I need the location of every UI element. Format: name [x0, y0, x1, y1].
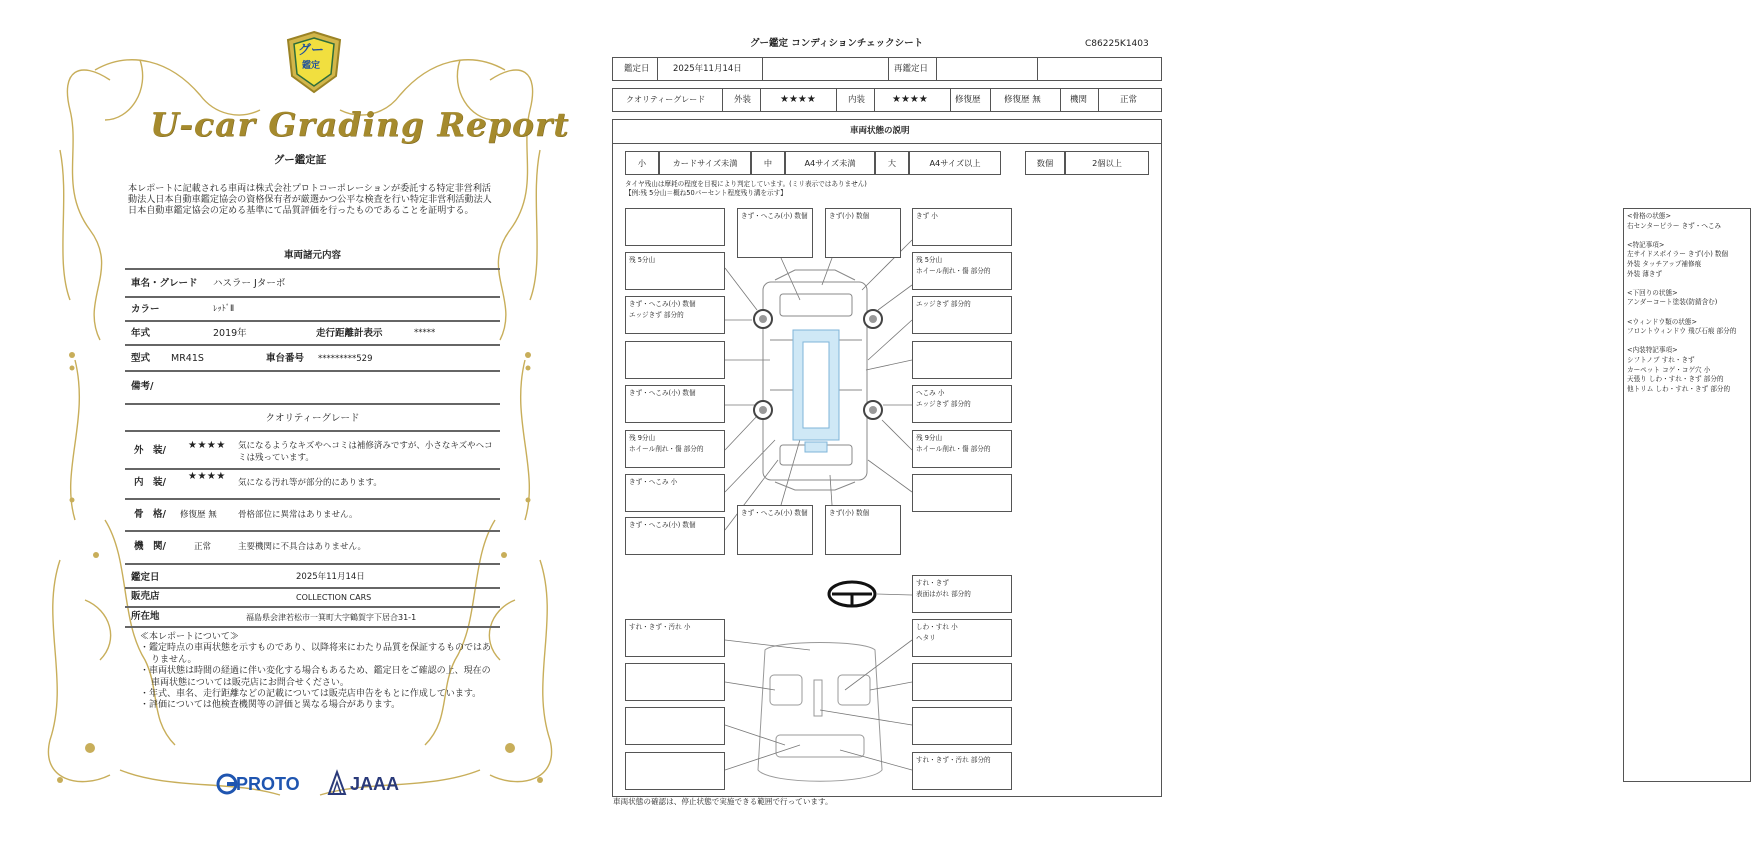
- interior-box: [625, 663, 725, 701]
- condition-check-sheet: [600, 0, 1737, 848]
- frame-value: 修復歴 無: [180, 510, 217, 520]
- sheet-title: グー鑑定 コンディションチェックシート: [750, 38, 924, 49]
- interior-label: 内装: [848, 95, 866, 105]
- note-item: ・評価については他検査機関等の評価と異なる場合があります。: [140, 700, 401, 711]
- interior-box: しわ・すれ 小 ヘタリ: [912, 619, 1012, 657]
- appraisal-date-value: 2025年11月14日: [673, 64, 742, 74]
- grading-certificate: [0, 0, 600, 848]
- exterior-description: 気になるようなキズやヘコミは補修済みですが、小さなキズやヘコミは残っています。: [238, 441, 493, 463]
- shop-value: COLLECTION CARS: [296, 593, 372, 602]
- tire-note-1: タイヤ残山は摩耗の程度を目視により判定しています。(ミリ表示ではありません): [625, 180, 867, 188]
- color-label: カラー: [131, 304, 160, 315]
- note-item: ・年式、車名、走行距離などの記載については販売店申告をもとに作成しています。: [140, 689, 482, 700]
- name-value: ハスラー Jターボ: [213, 278, 286, 289]
- notes-title: ≪本レポートについて≫: [140, 632, 239, 642]
- interior-box: [912, 663, 1012, 701]
- repair-value: 修復歴 無: [1004, 95, 1041, 105]
- damage-box: きず 小: [912, 208, 1012, 246]
- exterior-stars: ★★★★: [188, 440, 226, 451]
- engine-value: 正常: [194, 542, 212, 552]
- damage-box: 残 5分山 ホイール削れ・傷 部分的: [912, 252, 1012, 290]
- mileage-value: *****: [414, 328, 436, 338]
- color-value: ﾚｯﾄﾞⅡ: [213, 304, 235, 314]
- divider: [125, 370, 500, 372]
- interior-box: [912, 707, 1012, 745]
- divider: [125, 320, 500, 322]
- divider: [125, 296, 500, 298]
- quality-label: クオリティーグレード: [626, 95, 706, 104]
- mileage-label: 走行距離計表示: [316, 328, 383, 339]
- year-label: 年式: [131, 328, 151, 339]
- proto-logo: PROTO: [236, 774, 300, 794]
- divider: [125, 563, 500, 565]
- frame-description: 骨格部位に異常はありません。: [238, 510, 358, 520]
- damage-box: [625, 341, 725, 379]
- divider: [125, 626, 500, 628]
- sheet-footer: 車両状態の確認は、停止状態で実施できる範囲で行っています。: [613, 797, 833, 806]
- damage-box: きず・へこみ(小) 数個: [737, 505, 813, 555]
- damage-box: [912, 341, 1012, 379]
- logo-kantei-text: 鑑定: [302, 61, 321, 71]
- report-title: U-car Grading Report: [150, 105, 570, 144]
- name-label: 車名・グレード: [131, 278, 198, 289]
- appraisal-date-label: 鑑定日: [624, 64, 650, 74]
- damage-box: きず(小) 数個: [825, 208, 901, 258]
- damage-box: きず・へこみ(小) 数個 エッジきず 部分的: [625, 296, 725, 334]
- divider: [125, 606, 500, 608]
- jaaa-logo: JAAA: [350, 774, 400, 794]
- interior-box: すれ・きず・汚れ 部分的: [912, 752, 1012, 790]
- damage-box: きず・へこみ(小) 数個: [737, 208, 813, 258]
- damage-box: 残 5分山: [625, 252, 725, 290]
- tire-note-2: 【例:残 5分山＝概ね50パーセント程度残り溝を示す】: [625, 189, 787, 197]
- divider: [125, 344, 500, 346]
- interior-box: [625, 752, 725, 790]
- exterior-label: 外装: [734, 95, 752, 105]
- certificate-statement: 本レポートに記載される車両は株式会社プロトコーポレーションが委託する特定非営利活動法人日本自動車鑑定協会の資格保有者が厳選かつ公平な検査を行い特定非営利活動法人日本自動車鑑定協会の定める基準にて品質評価を行ったものであることを証明する。: [128, 184, 492, 217]
- interior-description: 気になる汚れ等が部分的にあります。: [238, 478, 382, 488]
- divider: [125, 587, 500, 589]
- year-value: 2019年: [213, 328, 247, 339]
- interior-label: 内 装/: [134, 477, 166, 488]
- size-mid-desc: A4サイズ未満: [785, 151, 875, 175]
- damage-box: きず・へこみ(小) 数個: [625, 517, 725, 555]
- report-notes: [140, 632, 492, 712]
- certificate-heading: グー鑑定証: [273, 154, 327, 166]
- divider: [125, 403, 500, 405]
- frame-label: 骨 格/: [134, 509, 166, 520]
- model-label: 型式: [131, 353, 151, 364]
- divider: [125, 530, 500, 532]
- appraisal-date-value: 2025年11月14日: [296, 572, 365, 582]
- damage-box: きず・へこみ 小: [625, 474, 725, 512]
- size-small-desc: カードサイズ未満: [659, 151, 751, 175]
- note-item: ・車両状態は時間の経過に伴い変化する場合もあるため、鑑定日をご確認の上、現在の車両状態については販売店にお問合せください。: [140, 666, 491, 688]
- engine-description: 主要機関に不具合はありません。: [238, 542, 367, 552]
- shop-label: 販売店: [131, 591, 160, 602]
- size-small: 小: [625, 151, 659, 175]
- condition-heading: 車両状態の説明: [850, 126, 910, 136]
- reappraisal-label: 再鑑定日: [894, 64, 929, 74]
- address-label: 所在地: [131, 611, 160, 622]
- chassis-label: 車台番号: [266, 353, 305, 364]
- divider: [125, 430, 500, 432]
- sheet-code: C86225K1403: [1085, 39, 1149, 49]
- engine-label: 機関: [1070, 95, 1088, 105]
- remarks-label: 備考/: [131, 381, 154, 392]
- interior-box: [625, 707, 725, 745]
- divider: [125, 268, 500, 270]
- repair-label: 修復歴: [955, 95, 981, 105]
- damage-box: エッジきず 部分的: [912, 296, 1012, 334]
- divider: [125, 468, 500, 470]
- size-large: 大: [875, 151, 909, 175]
- address-value: 福島県会津若松市一箕町大字鶴賀字下居合31-1: [246, 613, 417, 622]
- damage-box: へこみ 小 エッジきず 部分的: [912, 385, 1012, 423]
- model-value: MR41S: [171, 353, 204, 364]
- appraisal-date-label: 鑑定日: [131, 572, 160, 583]
- specs-heading: 車両諸元内容: [283, 250, 341, 261]
- interior-box: すれ・きず・汚れ 小: [625, 619, 725, 657]
- size-mid: 中: [751, 151, 785, 175]
- damage-box: 残 9分山 ホイール削れ・傷 部分的: [912, 430, 1012, 468]
- jaaa-logo-mark: [327, 770, 347, 796]
- divider: [125, 498, 500, 500]
- logo-goo-text: グー: [298, 43, 325, 58]
- damage-box: [625, 208, 725, 246]
- engine-value: 正常: [1120, 95, 1138, 105]
- damage-box: きず(小) 数個: [825, 505, 901, 555]
- exterior-stars: ★★★★: [780, 94, 816, 105]
- size-large-desc: A4サイズ以上: [909, 151, 1001, 175]
- damage-box: きず・へこみ(小) 数個: [625, 385, 725, 423]
- note-item: ・鑑定時点の車両状態を示すものであり、以降将来にわたり品質を保証するものではありません。: [140, 643, 492, 665]
- special-notes-panel: <骨格の状態> 右センターピラー きず・へこみ <特記事項> 左サイドスポイラー きず(小) 数個 外装 タッチアップ補修痕 外装 薄きず <下回りの状態> アンダーコート塗装(防錆含む) <ウィンドウ類の状態> フロントウィンドウ 飛び石痕 部分的 <内装特記事項> シフトノブ すれ・きず カーペット コゲ・コゲ穴 小 天張り しわ・すれ・きず 部分的 他トリム しわ・すれ・きず 部分的: [1623, 208, 1751, 782]
- interior-stars: ★★★★: [892, 94, 928, 105]
- chassis-value: *********529: [318, 354, 373, 364]
- proto-logo-mark: [216, 772, 238, 796]
- interior-stars: ★★★★: [188, 471, 226, 482]
- engine-label: 機 関/: [134, 541, 166, 552]
- exterior-label: 外 装/: [134, 445, 166, 456]
- count-desc: 2個以上: [1065, 151, 1149, 175]
- damage-box: 残 9分山 ホイール削れ・傷 部分的: [625, 430, 725, 468]
- quality-heading: クオリティーグレード: [265, 413, 360, 424]
- count-label: 数個: [1025, 151, 1065, 175]
- damage-box: [912, 474, 1012, 512]
- steering-note-box: すれ・きず 表面はがれ 部分的: [912, 575, 1012, 613]
